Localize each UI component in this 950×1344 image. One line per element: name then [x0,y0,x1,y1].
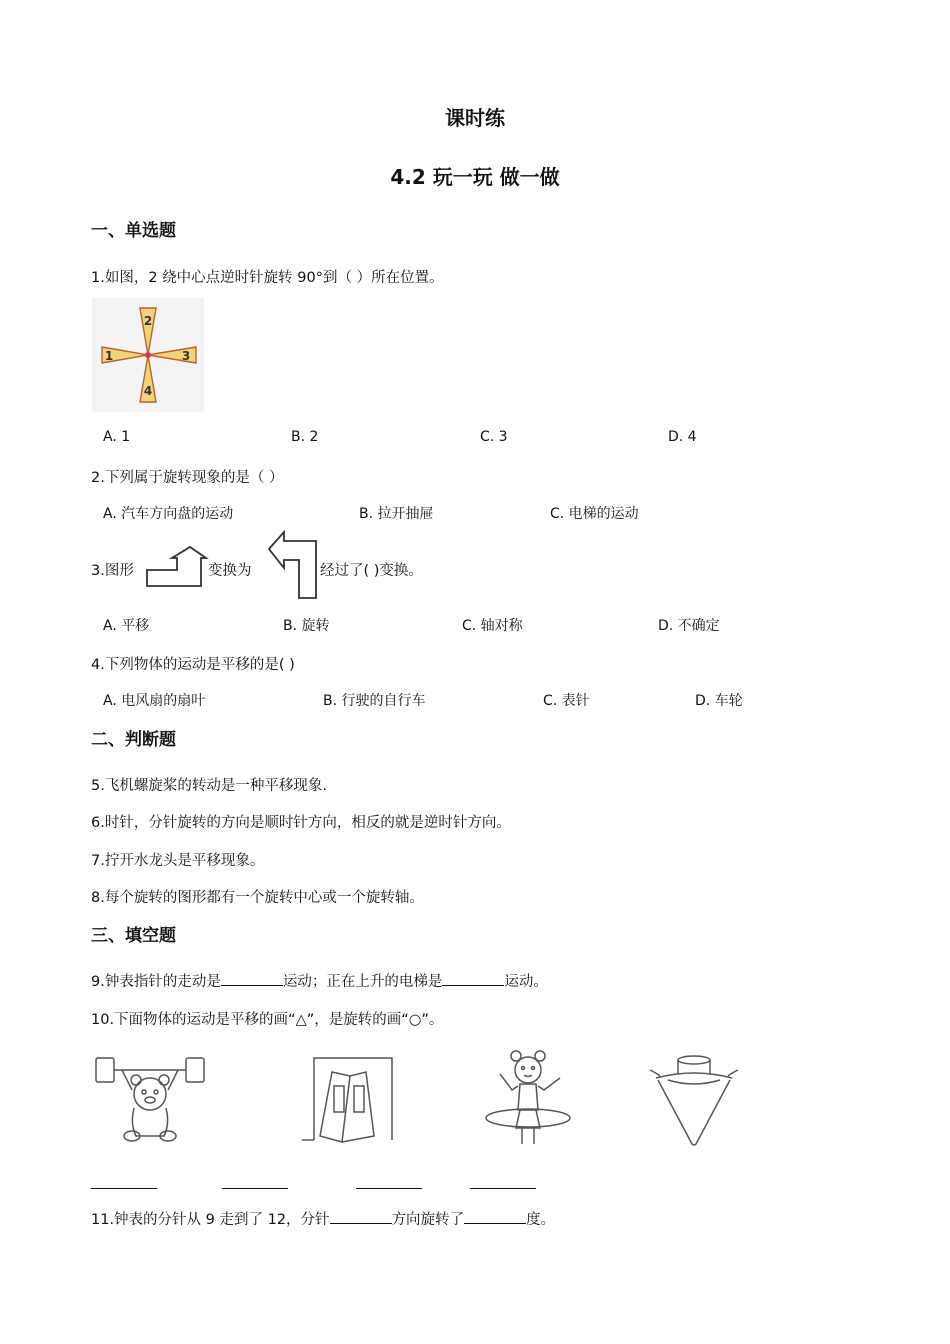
question-10-text: 10.下面物体的运动是平移的画“△”，是旋转的画“○”。 [91,1012,444,1028]
section-heading-true-false: 二、判断题 [91,730,176,750]
spinning-top-picture [648,1050,740,1148]
section-heading-fill-blank: 三、填空题 [91,926,176,946]
question-3-option-d[interactable]: D. 不确定 [658,618,720,634]
question-6-text: 6.时针，分针旋转的方向是顺时针方向，相反的就是逆时针方向。 [91,815,511,831]
pinwheel-label-2: 2 [143,314,153,328]
question-4-option-a[interactable]: A. 电风扇的扇叶 [103,693,206,709]
up-left-arrow-shape-icon [266,530,320,600]
question-3-option-b[interactable]: B. 旋转 [283,618,330,634]
pinwheel-figure [92,298,204,412]
pinwheel-label-3: 3 [181,349,191,363]
question-8-text: 8.每个旋转的图形都有一个旋转中心或一个旋转轴。 [91,890,424,906]
question-1-text: 1.如图，2 绕中心点逆时针旋转 90°到（ ）所在位置。 [91,270,444,286]
question-9-blank-1[interactable] [221,971,283,986]
question-4-text: 4.下列物体的运动是平移的是( ) [91,657,295,673]
question-1-option-d[interactable]: D. 4 [668,429,697,445]
question-9-text [91,970,548,991]
question-11-text [91,1208,555,1229]
question-2-text: 2.下列属于旋转现象的是（ ） [91,470,284,486]
question-7-text: 7.拧开水龙头是平移现象。 [91,853,265,869]
pinwheel-label-1: 1 [104,349,114,363]
question-3-suffix: 经过了( )变换。 [320,563,423,579]
question-10-answer-blank-4[interactable] [470,1172,536,1189]
question-2-option-c[interactable]: C. 电梯的运动 [550,506,639,522]
question-5-text: 5.飞机螺旋桨的转动是一种平移现象. [91,778,327,794]
question-11-part-c: 度。 [526,1212,556,1228]
question-3-option-c[interactable]: C. 轴对称 [462,618,523,634]
question-3-middle: 变换为 [208,563,252,579]
question-11-blank-2[interactable] [464,1209,526,1224]
question-2-option-a[interactable]: A. 汽车方向盘的运动 [103,506,234,522]
question-1-option-b[interactable]: B. 2 [291,429,319,445]
question-9-blank-2[interactable] [442,971,504,986]
pinwheel-label-4: 4 [143,384,153,398]
question-3-prefix: 3.图形 [91,563,134,579]
page-subtitle: 4.2 玩一玩 做一做 [390,165,560,189]
question-11-blank-1[interactable] [330,1209,392,1224]
question-9-part-c: 运动。 [504,974,548,990]
question-4-option-d[interactable]: D. 车轮 [695,693,743,709]
question-11-part-b: 方向旋转了 [391,1212,465,1228]
bear-lifting-barbell-picture [92,1052,208,1144]
question-3-option-a[interactable]: A. 平移 [103,618,150,634]
question-10-answer-blank-1[interactable] [91,1172,157,1189]
question-10-answer-blank-3[interactable] [356,1172,422,1189]
question-4-option-c[interactable]: C. 表针 [543,693,590,709]
girl-hula-hoop-picture [482,1046,570,1150]
page-title: 课时练 [445,106,505,130]
question-2-option-b[interactable]: B. 拉开抽屉 [359,506,434,522]
folding-door-picture [300,1052,396,1144]
question-4-option-b[interactable]: B. 行驶的自行车 [323,693,426,709]
question-10-answer-blank-2[interactable] [222,1172,288,1189]
section-heading-single-choice: 一、单选题 [91,221,176,241]
right-arrow-shape-icon [144,546,208,588]
question-9-part-a: 9.钟表指针的走动是 [91,974,221,990]
question-1-option-c[interactable]: C. 3 [480,429,508,445]
question-1-option-a[interactable]: A. 1 [103,429,131,445]
question-11-part-a: 11.钟表的分针从 9 走到了 12，分针 [91,1212,330,1228]
question-9-part-b: 运动；正在上升的电梯是 [282,974,443,990]
